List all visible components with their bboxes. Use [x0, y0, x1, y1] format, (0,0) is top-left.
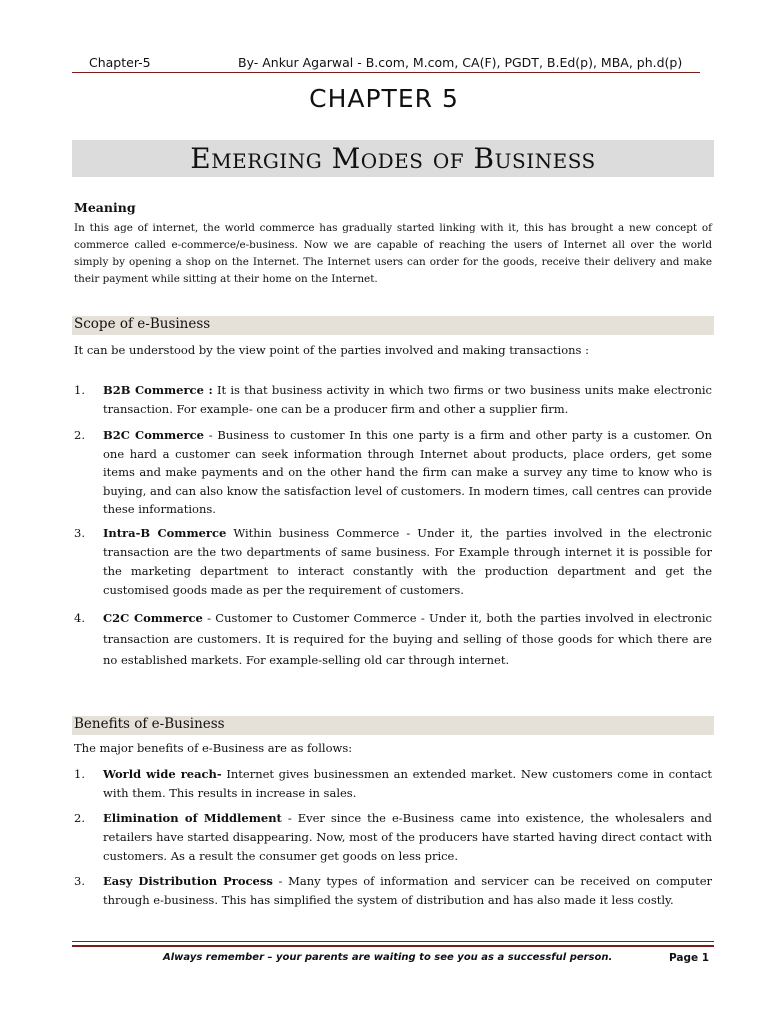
item-text: - Ever since the e-Business came into existence, the wholesalers and retailers have started disappearing. Now, most of the producers have started having direct contact with customers. As a result the consumer get goods on less price.	[103, 811, 712, 863]
chapter-title: Emerging Modes of Business	[190, 142, 596, 175]
item-term: B2B Commerce :	[103, 383, 213, 397]
item-term: World wide reach-	[103, 767, 222, 781]
list-number: 1.	[74, 767, 85, 781]
list-number: 3.	[74, 526, 85, 540]
item-term: B2C Commerce	[103, 428, 204, 442]
meaning-heading: Meaning	[74, 200, 136, 215]
list-number: 4.	[74, 611, 85, 625]
page-number: Page 1	[669, 952, 710, 964]
footer-motto: Always remember – your parents are waiting to see you as a successful person.	[163, 952, 613, 963]
item-text: Internet gives businessmen an extended market. New customers come in contact with them. This results in increase in sales.	[103, 767, 712, 800]
item-term: Easy Distribution Process	[103, 874, 273, 888]
title-banner	[72, 140, 714, 177]
item-text: - Many types of information and servicer can be received on computer through e-business. This has simplified the system of distribution and has also made it less costly.	[103, 874, 712, 907]
header-chapter: Chapter-5	[89, 55, 151, 70]
running-header	[72, 53, 700, 73]
footer-rule-thick	[72, 945, 714, 947]
chapter-number: CHAPTER 5	[309, 84, 459, 113]
item-text: - Business to customer In this one party is a firm and other party is a customer. On one hard a customer can seek information through Internet about products, place orders, get some items and make payments and on the other hand the firm can make a survey any time to know who is buying, and can also know the satisfaction level of customers. In modern times, call centres can provide these informations.	[103, 428, 713, 516]
benefits-heading-band	[72, 716, 714, 735]
header-author: By- Ankur Agarwal - B.com, M.com, CA(F), PGDT, B.Ed(p), MBA, ph.d(p)	[238, 55, 683, 70]
list-number: 2.	[74, 428, 85, 442]
item-term: Intra-B Commerce	[103, 526, 227, 540]
header-rule	[72, 72, 700, 73]
footer-rule-thin	[72, 941, 714, 942]
scope-heading: Scope of e-Business	[74, 316, 211, 332]
item-text: - Customer to Customer Commerce - Under it, both the parties involved in electronic transaction are customers. It is required for the buying and selling of those goods for which there are no established markets. For example-selling old car through internet.	[103, 611, 712, 667]
list-number: 3.	[74, 874, 85, 888]
item-text: Within business Commerce - Under it, the parties involved in the electronic transaction are the two departments of same business. For Example through internet it is possible for the marketing department to interact constantly with the production department and get the customised goods made as per the requirement of customers.	[103, 526, 712, 597]
list-number: 2.	[74, 811, 85, 825]
scope-heading-band	[72, 316, 714, 335]
meaning-paragraph: In this age of internet, the world commerce has gradually started linking with it, this has brought a new concept of commerce called e-commerce/e-business. Now we are capable of reaching the users of Internet all over the world simply by opening a shop on the Internet. The Internet users can order for the goods, receive their delivery and make their payment while sitting at their home on the Internet.	[74, 222, 712, 285]
list-number: 1.	[74, 383, 85, 397]
item-text: It is that business activity in which two firms or two business units make electronic transaction. For example- one can be a producer firm and other a supplier firm.	[103, 383, 712, 416]
item-term: C2C Commerce	[103, 611, 203, 625]
benefits-heading: Benefits of e-Business	[74, 716, 225, 732]
benefits-intro: The major benefits of e-Business are as follows:	[74, 741, 353, 755]
item-term: Elimination of Middlement	[103, 811, 282, 825]
scope-intro: It can be understood by the view point of the parties involved and making transactions :	[74, 343, 589, 357]
